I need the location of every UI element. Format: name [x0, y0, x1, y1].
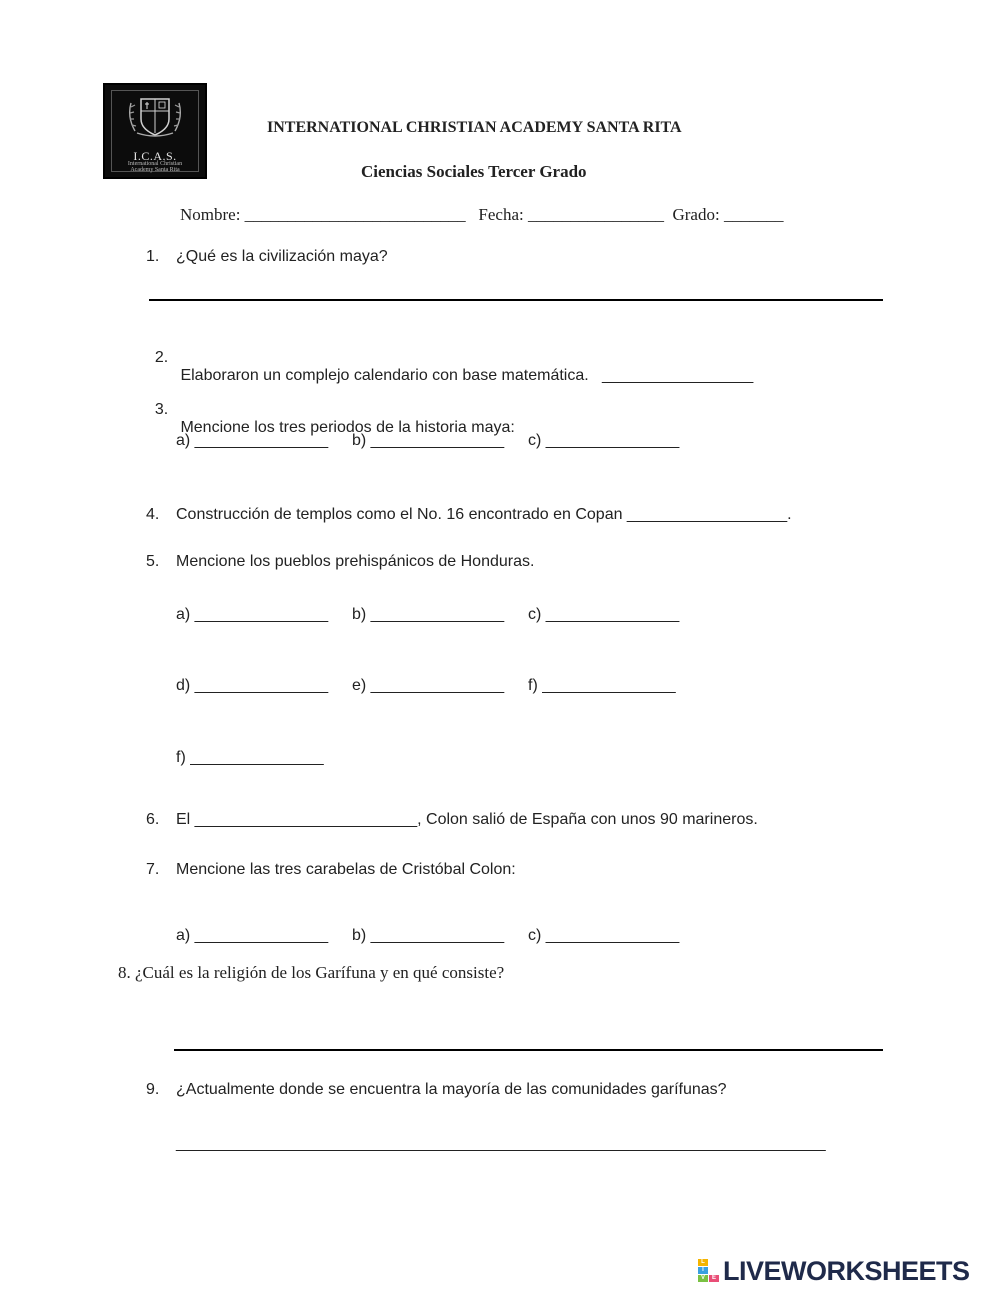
question-5	[146, 553, 535, 571]
cube-letter-v: V	[698, 1275, 708, 1282]
question-5-option-b[interactable]: b) _______________	[352, 606, 505, 623]
cube-letter-e: E	[709, 1275, 719, 1282]
school-logo	[103, 83, 207, 179]
question-9	[146, 1081, 727, 1099]
answer-line-9[interactable]: _________________________________________________________________________	[176, 1135, 826, 1152]
liveworksheets-logo-icon	[698, 1259, 720, 1283]
question-5-number: 5.	[146, 553, 160, 570]
answer-line-1[interactable]	[149, 299, 883, 301]
liveworksheets-wordmark: LIVEWORKSHEETS	[723, 1256, 970, 1286]
question-2-text[interactable]: Elaboraron un complejo calendario con base matemática. _________________	[176, 367, 754, 384]
subject-title: Ciencias Sociales Tercer Grado	[361, 162, 587, 181]
question-6-text[interactable]: El _________________________, Colon salió de España con unos 90 marineros.	[176, 811, 758, 828]
logo-subtitle	[105, 161, 205, 173]
question-4-text[interactable]: Construcción de templos como el No. 16 encontrado en Copan __________________.	[176, 506, 792, 523]
question-3-option-b[interactable]: b) _______________	[352, 432, 505, 449]
question-3-option-a[interactable]: a) _______________	[176, 432, 329, 449]
question-5-option-a[interactable]: a) _______________	[176, 606, 329, 623]
question-5-option-d[interactable]: d) _______________	[176, 677, 329, 694]
student-info-line: Nombre: __________________________ Fecha: ________________ Grado: _______	[180, 205, 784, 224]
question-7-text: Mencione las tres carabelas de Cristóbal Colon:	[176, 861, 516, 878]
question-1-number: 1.	[146, 248, 160, 265]
question-3-text: Mencione los tres periodos de la historia maya:	[176, 419, 515, 436]
school-name: INTERNATIONAL CHRISTIAN ACADEMY SANTA RITA	[267, 119, 682, 136]
question-7	[146, 861, 516, 879]
question-1-text: ¿Qué es la civilización maya?	[176, 248, 388, 265]
question-7-option-a[interactable]: a) _______________	[176, 927, 329, 944]
cube-letter-i: I	[698, 1267, 708, 1274]
answer-line-8[interactable]	[174, 1049, 883, 1051]
question-9-text: ¿Actualmente donde se encuentra la mayoría de las comunidades garífunas?	[176, 1081, 727, 1098]
question-4-number: 4.	[146, 506, 160, 523]
crest-icon	[125, 93, 185, 139]
question-5-option-f-second[interactable]: f) _______________	[176, 749, 324, 766]
question-6-number: 6.	[146, 811, 160, 828]
question-3-option-c[interactable]: c) _______________	[528, 432, 680, 449]
question-9-number: 9.	[146, 1081, 160, 1098]
question-2	[146, 331, 754, 385]
question-7-option-b[interactable]: b) _______________	[352, 927, 505, 944]
logo-brand: I.C.A.S.	[133, 149, 177, 163]
question-3-number: 3.	[154, 401, 169, 418]
question-7-number: 7.	[146, 861, 160, 878]
question-5-option-e[interactable]: e) _______________	[352, 677, 505, 694]
question-6	[146, 811, 758, 829]
question-2-number: 2.	[154, 349, 169, 366]
question-8-text: 8. ¿Cuál es la religión de los Garífuna y en qué consiste?	[118, 963, 505, 982]
question-7-option-c[interactable]: c) _______________	[528, 927, 680, 944]
logo-subtitle-line-1: International Christian	[127, 161, 183, 167]
logo-subtitle-line-2: Academy Santa Rita	[130, 167, 180, 173]
cube-letter-l: L	[698, 1259, 708, 1266]
question-3	[146, 383, 515, 437]
question-4	[146, 506, 792, 524]
question-1	[146, 248, 388, 266]
question-5-option-c[interactable]: c) _______________	[528, 606, 680, 623]
question-5-text: Mencione los pueblos prehispánicos de Honduras.	[176, 553, 535, 570]
question-5-option-f[interactable]: f) _______________	[528, 677, 676, 694]
